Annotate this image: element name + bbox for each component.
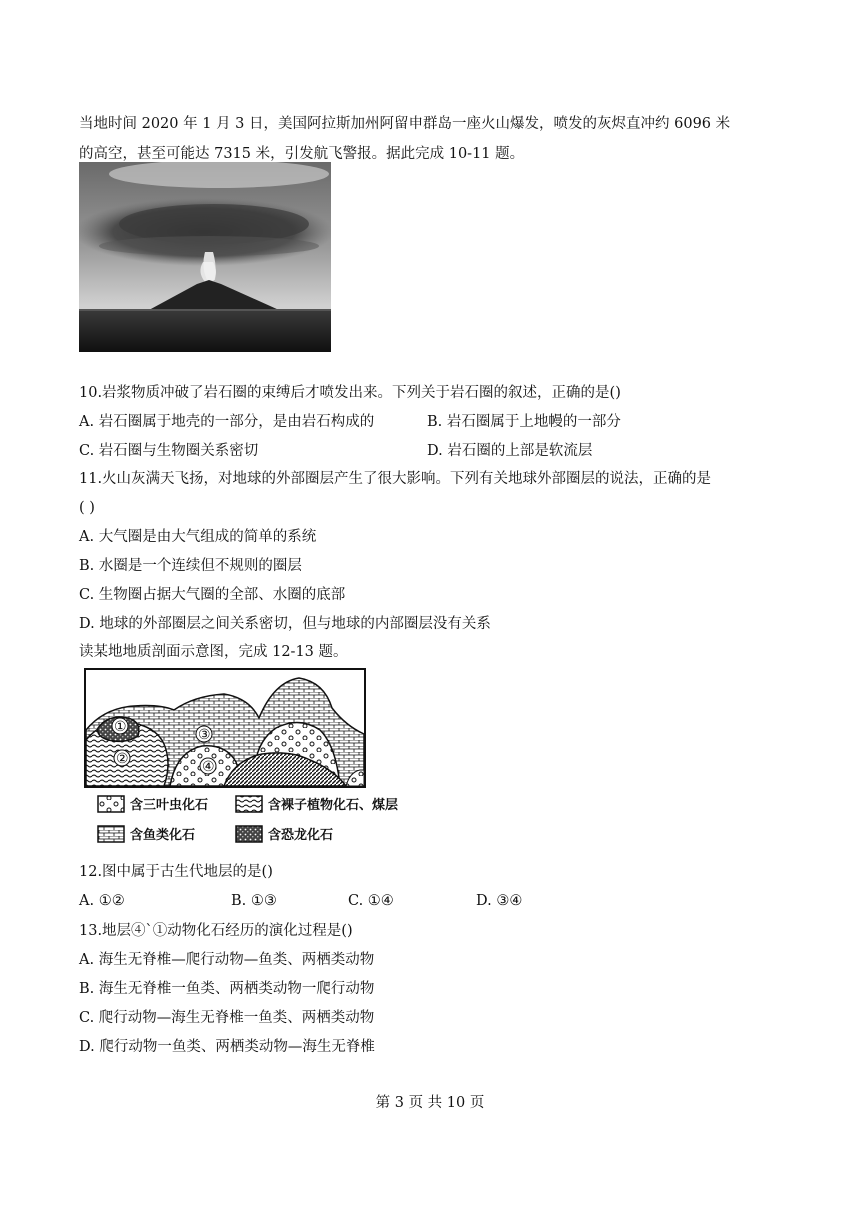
page-footer: 第 3 页 共 10 页 bbox=[375, 1095, 485, 1111]
question-10-option-c: C. 岩石圈与生物圈关系密切 bbox=[79, 443, 259, 459]
question-11-option-a: A. 大气圈是由大气组成的简单的系统 bbox=[79, 529, 317, 545]
question-13-stem: 13.地层④`①动物化石经历的演化过程是() bbox=[79, 923, 353, 939]
layer-label-1: ① bbox=[114, 719, 127, 735]
question-10-stem: 10.岩浆物质冲破了岩石圈的束缚后才喷发出来。下列关于岩石圈的叙述，正确的是() bbox=[79, 385, 621, 401]
question-10-option-b: B. 岩石圈属于上地幔的一部分 bbox=[427, 414, 621, 430]
layer-label-2: ② bbox=[116, 751, 129, 767]
intro-line-2: 的高空，甚至可能达 7315 米，引发航飞警报。据此完成 10-11 题。 bbox=[79, 146, 525, 162]
question-13-option-b: B. 海生无脊椎一鱼类、两栖类动物一爬行动物 bbox=[79, 981, 375, 997]
legend-dinosaur: 含恐龙化石 bbox=[268, 828, 334, 843]
geological-profile-diagram bbox=[84, 668, 414, 858]
legend-swatch-trilobite bbox=[98, 796, 124, 812]
question-11-stem-line-1: 11.火山灰满天飞扬，对地球的外部圈层产生了很大影响。下列有关地球外部圈层的说法，正确的是 bbox=[79, 471, 712, 487]
question-13-option-d: D. 爬行动物一鱼类、两栖类动物—海生无脊椎 bbox=[79, 1039, 375, 1055]
question-10-option-d: D. 岩石圈的上部是软流层 bbox=[427, 443, 593, 459]
legend-swatch-dinosaur bbox=[236, 826, 262, 842]
section-intro-12-13: 读某地地质剖面示意图，完成 12-13 题。 bbox=[79, 644, 348, 660]
question-12-stem: 12.图中属于古生代地层的是() bbox=[79, 864, 273, 880]
question-13-option-a: A. 海生无脊椎—爬行动物—鱼类、两栖类动物 bbox=[79, 952, 375, 968]
layer-label-4: ④ bbox=[202, 759, 215, 775]
question-12-option-b: B. ①③ bbox=[231, 893, 277, 909]
legend-gymnosperm: 含裸子植物化石、煤层 bbox=[268, 798, 399, 813]
question-13-option-c: C. 爬行动物—海生无脊椎一鱼类、两栖类动物 bbox=[79, 1010, 375, 1026]
intro-line-1: 当地时间 2020 年 1 月 3 日，美国阿拉斯加州阿留申群岛一座火山爆发，喷发的灰烬直冲约 6096 米 bbox=[79, 116, 731, 132]
legend-swatch-gymnosperm bbox=[236, 796, 262, 812]
question-11-option-d: D. 地球的外部圈层之间关系密切，但与地球的内部圈层没有关系 bbox=[79, 616, 491, 632]
layer-label-3: ③ bbox=[198, 727, 211, 743]
question-11-stem-line-2: ( ) bbox=[79, 500, 95, 516]
volcano-eruption-photo bbox=[79, 162, 331, 352]
legend-trilobite: 含三叶虫化石 bbox=[130, 798, 209, 813]
question-12-option-d: D. ③④ bbox=[476, 893, 523, 909]
question-10-option-a: A. 岩石圈属于地壳的一部分，是由岩石构成的 bbox=[79, 414, 375, 430]
question-11-option-c: C. 生物圈占据大气圈的全部、水圈的底部 bbox=[79, 587, 346, 603]
question-11-option-b: B. 水圈是一个连续但不规则的圈层 bbox=[79, 558, 302, 574]
question-12-option-a: A. ①② bbox=[79, 893, 125, 909]
legend-swatch-fish bbox=[98, 826, 124, 842]
legend-fish: 含鱼类化石 bbox=[130, 828, 196, 843]
question-12-option-c: C. ①④ bbox=[348, 893, 394, 909]
